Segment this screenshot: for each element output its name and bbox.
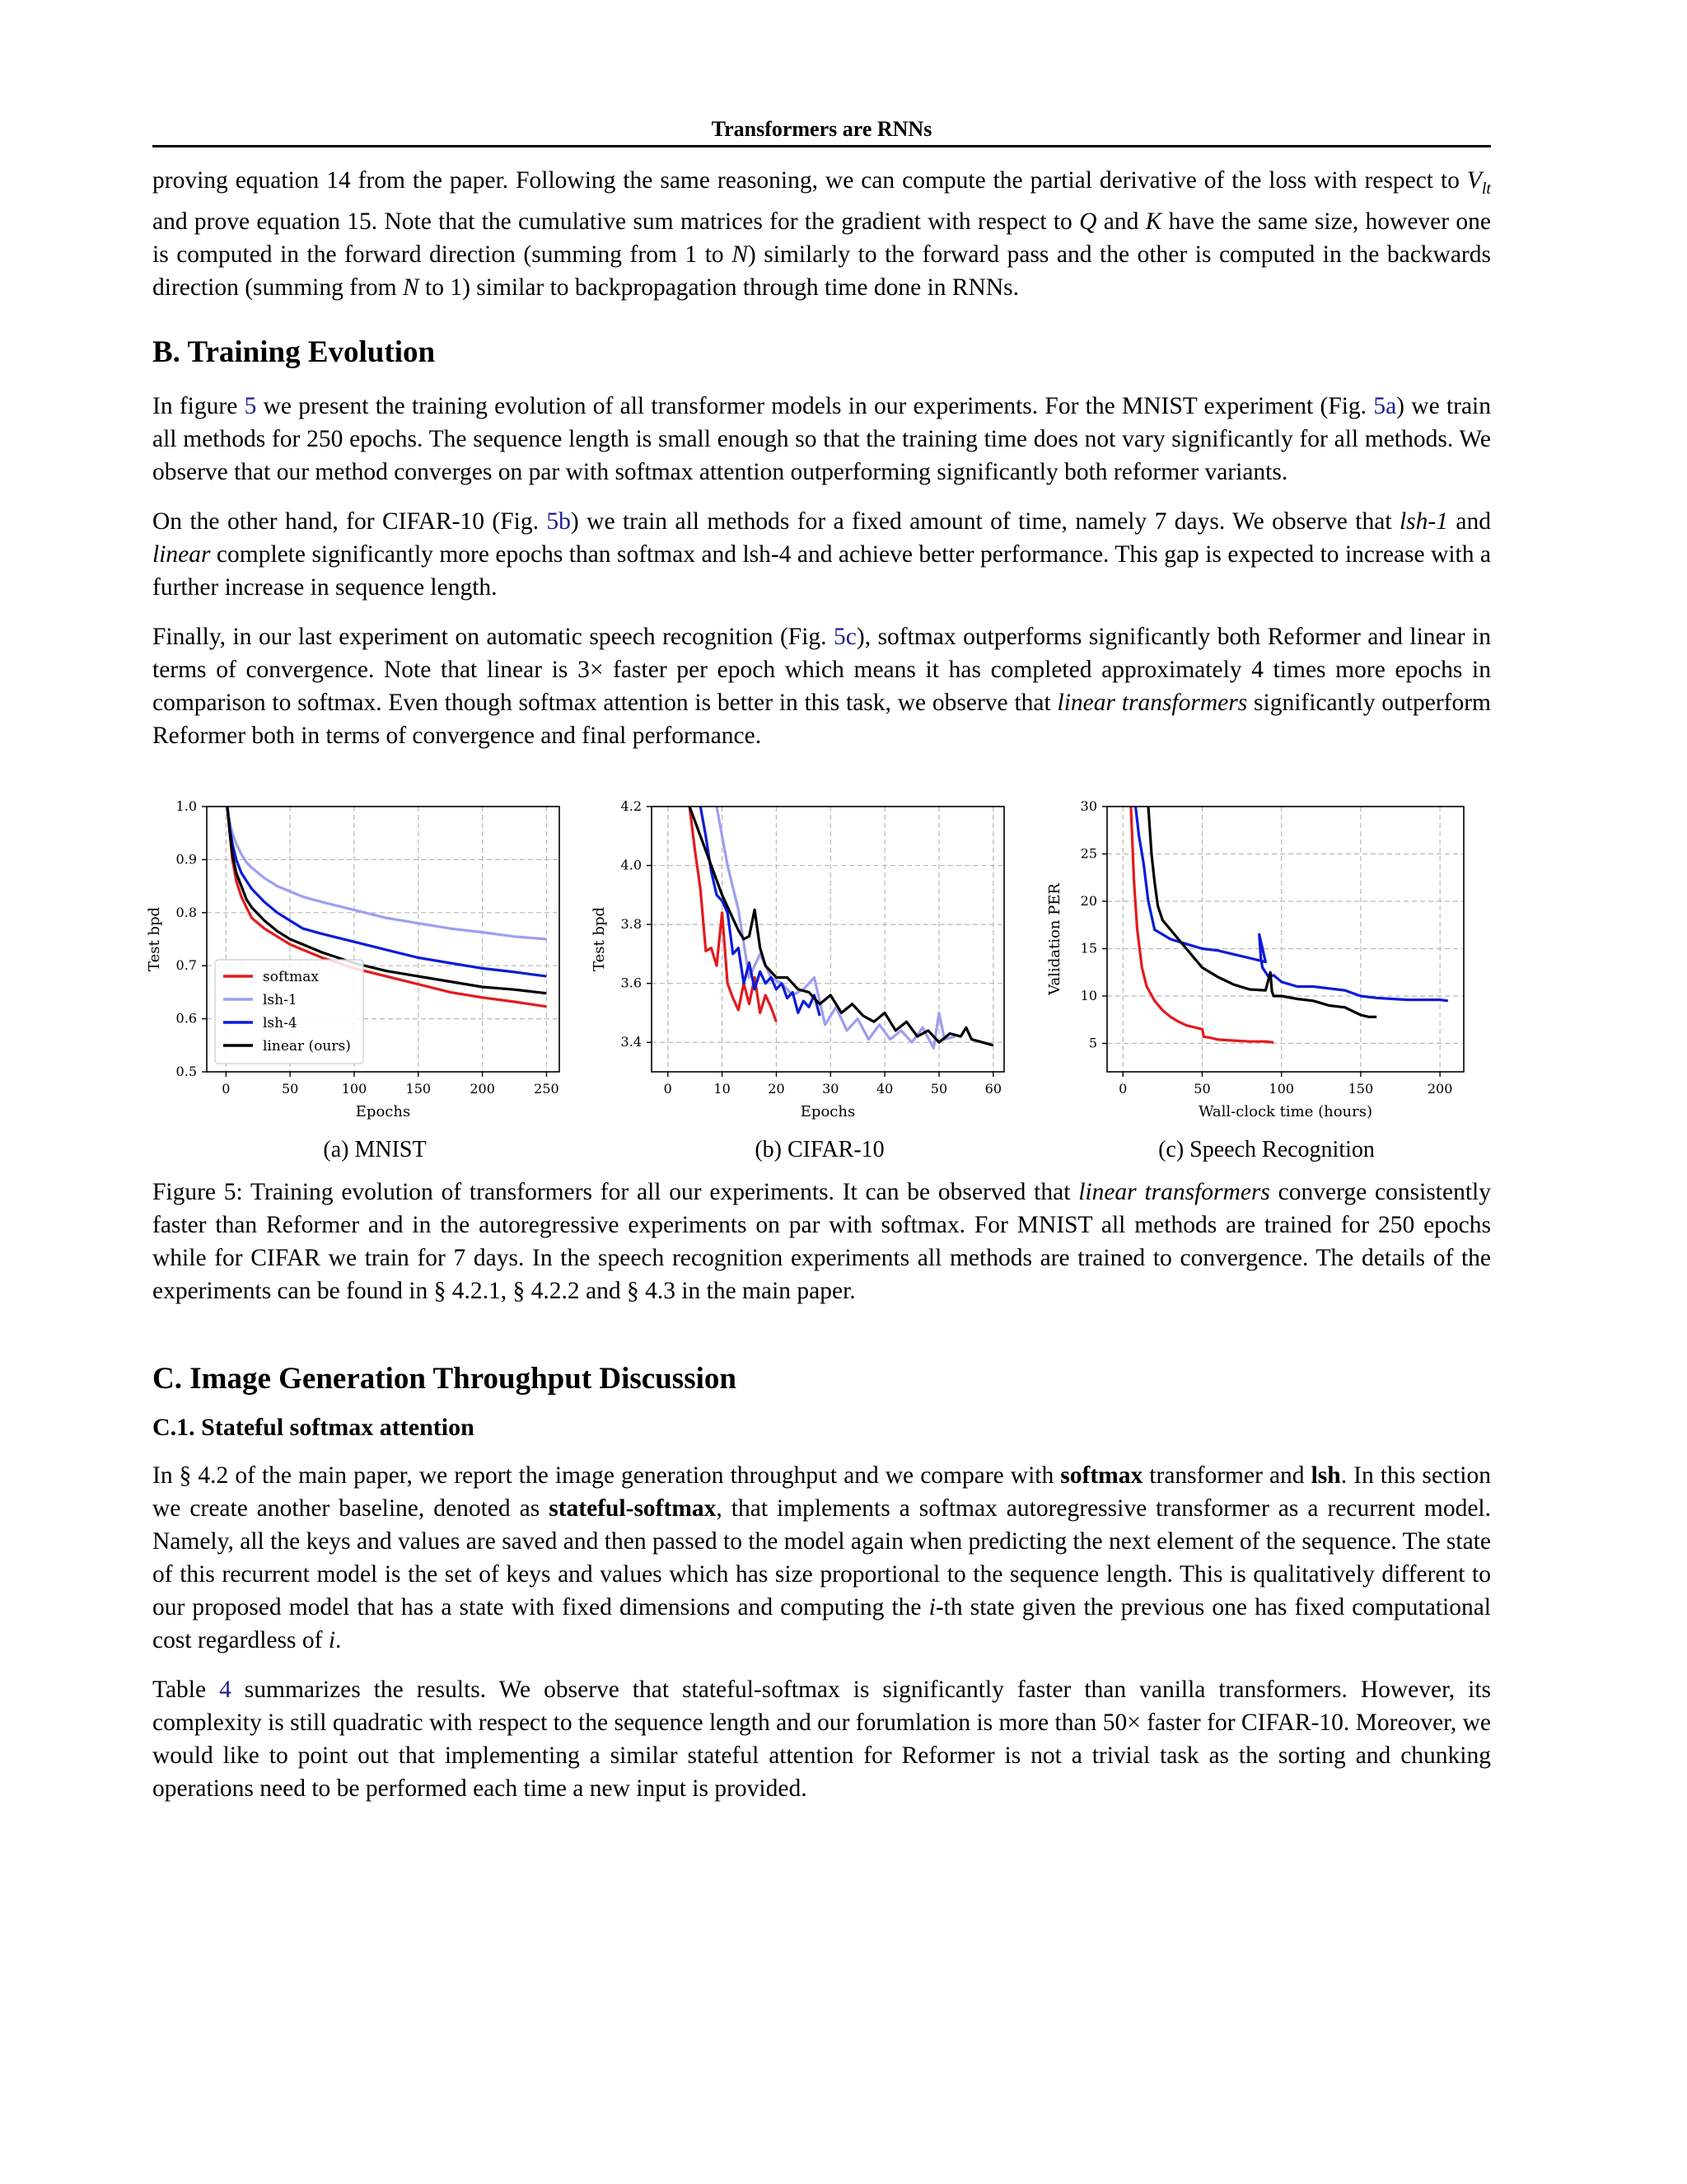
y-tick-label: 0.6: [175, 1010, 197, 1027]
x-tick-label: 100: [1269, 1080, 1294, 1097]
series-line: [717, 807, 956, 1048]
y-axis-label: Test bpd: [591, 906, 608, 971]
figure-ref-link[interactable]: 5: [244, 392, 257, 419]
section-b-paragraph-1: In figure 5 we present the training evolution of all transformer models in our experiments. For the MNIST experiment (Fig. 5a) we train all methods for 250 epochs. The sequence length is small enough so that the training time does not vary significantly for all methods. We observe that our method converges on par with softmax attention outperforming significantly both reformer variants.: [152, 392, 1492, 485]
legend-label: lsh-4: [263, 1014, 297, 1031]
figure-ref-link[interactable]: 5c: [834, 623, 857, 650]
y-tick-label: 3.4: [620, 1034, 642, 1050]
x-tick-label: 10: [713, 1080, 731, 1097]
y-tick-label: 4.0: [620, 857, 642, 873]
y-tick-label: 15: [1080, 940, 1097, 956]
series-line: [227, 807, 547, 976]
figure-5: [146, 788, 1491, 1167]
section-c-heading: C. Image Generation Throughput Discussion: [152, 1361, 736, 1396]
x-axis-label: Epochs: [355, 1102, 411, 1120]
legend-label: lsh-1: [263, 991, 297, 1008]
y-axis-label: Test bpd: [146, 906, 163, 971]
section-c-paragraph-2: Table 4 summarizes the results. We observe that stateful-softmax is significantly faster than vanilla transformers. However, its complexity is still quadratic with respect to the sequence length and our forumlation is more than 50× faster for CIFAR-10. Moreover, we would like to point out that implementing a similar stateful attention for Reformer is not a trivial task as the sorting and chunking operations need to be performed each time a new input is provided.: [152, 1676, 1491, 1802]
y-tick-label: 10: [1080, 987, 1097, 1003]
chart-speech: [1042, 788, 1491, 1126]
x-tick-label: 150: [405, 1080, 432, 1097]
figure-caption: Figure 5: Training evolution of transformers for all our experiments. It can be observed that linear transformers converge consistently faster than Reformer and in the autoregressive experiments on par with softmax. For MNIST all methods are trained for 250 epochs while for CIFAR we train for 7 days. In the speech recognition experiments all methods are trained to convergence. The details of the experiments can be found in § 4.2.1, § 4.2.2 and § 4.3 in the main paper.: [152, 1178, 1491, 1304]
intro-paragraph: proving equation 14 from the paper. Following the same reasoning, we can compute the partial derivative of the loss with respect to $V_{lt}$ and prove equation 15. Note that the cumulative sum matrices for the gradient with respect to Q and K have the same size, however one is computed in the forward direction (summing from 1 to N) similarly to the forward pass and the other is computed in the backwards direction (summing from N to 1) similar to backpropagation through time done in RNNs.: [152, 167, 1491, 301]
section-c-paragraph-1: In § 4.2 of the main paper, we report the image generation throughput and we compare with softmax transformer and lsh. In this section we create another baseline, denoted as stateful-softmax, that implements a softmax autoregressive transformer as a recurrent model. Namely, all the keys and values are saved and then passed to the model again when predicting the next element of the sequence. The state of this recurrent model is the set of keys and values which has size proportional to the sequence length. This is qualitatively different to our proposed model that has a state with fixed dimensions and computing the i-th state given the previous one has fixed computational cost regardless of i.: [152, 1461, 1492, 1653]
section-b-paragraph-2: On the other hand, for CIFAR-10 (Fig. 5b) we train all methods for a fixed amount of time, namely 7 days. We observe that lsh-1 and linear complete significantly more epochs than softmax and lsh-4 and achieve better performance. This gap is expected to increase with a further increase in sequence length.: [152, 507, 1491, 601]
subcaption-mnist: (a) MNIST: [323, 1136, 427, 1162]
x-tick-label: 0: [663, 1080, 672, 1097]
x-tick-label: 30: [822, 1080, 839, 1097]
y-tick-label: 25: [1080, 845, 1097, 862]
series-line: [1136, 807, 1448, 1001]
section-b-paragraph-3: Finally, in our last experiment on automatic speech recognition (Fig. 5c), softmax outperforms significantly both Reformer and linear in terms of convergence. Note that linear is 3× faster per epoch which means it has completed approximately 4 times more epochs in comparison to softmax. Even though softmax attention is better in this task, we observe that linear transformers significantly outperform Reformer both in terms of convergence and final performance.: [152, 623, 1491, 749]
x-tick-label: 200: [1427, 1080, 1453, 1097]
x-tick-label: 0: [1119, 1080, 1128, 1097]
series-line: [1148, 807, 1376, 1017]
section-b-heading: B. Training Evolution: [152, 334, 436, 369]
y-tick-label: 4.2: [620, 797, 642, 814]
y-axis-label: Validation PER: [1046, 882, 1063, 995]
x-tick-label: 60: [984, 1080, 1002, 1097]
chart-cifar10-svg: [591, 788, 1042, 1126]
x-axis-label: Epochs: [800, 1102, 856, 1120]
series-line: [700, 807, 820, 1016]
series-line: [227, 807, 547, 939]
figure-ref-link[interactable]: 5b: [546, 507, 571, 535]
x-tick-label: 50: [1194, 1080, 1211, 1097]
y-tick-label: 0.5: [175, 1063, 197, 1079]
x-tick-label: 100: [341, 1080, 367, 1097]
section-c1-heading: C.1. Stateful softmax attention: [152, 1413, 474, 1441]
x-tick-label: 200: [470, 1080, 495, 1097]
y-tick-label: 3.6: [620, 975, 642, 991]
series-line: [689, 807, 993, 1045]
table-ref-link[interactable]: 4: [219, 1676, 231, 1703]
y-tick-label: 3.8: [620, 916, 642, 933]
subcaption-speech: (c) Speech Recognition: [1158, 1136, 1375, 1162]
x-tick-label: 0: [222, 1080, 231, 1097]
y-tick-label: 20: [1080, 892, 1097, 909]
running-head: Transformers are RNNs: [152, 115, 1491, 147]
y-tick-label: 1.0: [175, 797, 197, 814]
chart-cifar10: [591, 788, 1042, 1126]
x-tick-label: 40: [876, 1080, 894, 1097]
series-group: [689, 807, 993, 1048]
y-tick-label: 5: [1088, 1035, 1097, 1051]
paper-page: [146, 115, 1492, 1805]
x-tick-label: 20: [768, 1080, 785, 1097]
y-tick-label: 0.9: [175, 851, 197, 868]
subcaption-cifar10: (b) CIFAR-10: [755, 1136, 885, 1162]
chart-mnist: [146, 788, 597, 1126]
y-tick-label: 0.8: [175, 904, 197, 920]
y-tick-label: 0.7: [175, 957, 197, 974]
plot-frame: [1107, 807, 1464, 1072]
chart-speech-svg: [1042, 788, 1491, 1126]
x-axis-label: Wall-clock time (hours): [1199, 1102, 1372, 1120]
x-tick-label: 250: [534, 1080, 559, 1097]
y-tick-label: 30: [1080, 797, 1097, 814]
chart-mnist-svg: [146, 788, 597, 1126]
series-group: [1131, 807, 1448, 1042]
x-tick-label: 50: [930, 1080, 948, 1097]
x-tick-label: 150: [1348, 1080, 1374, 1097]
figure-ref-link[interactable]: 5a: [1373, 392, 1397, 419]
legend-label: linear (ours): [263, 1037, 351, 1055]
x-tick-label: 50: [281, 1080, 299, 1097]
legend-label: softmax: [263, 968, 319, 985]
